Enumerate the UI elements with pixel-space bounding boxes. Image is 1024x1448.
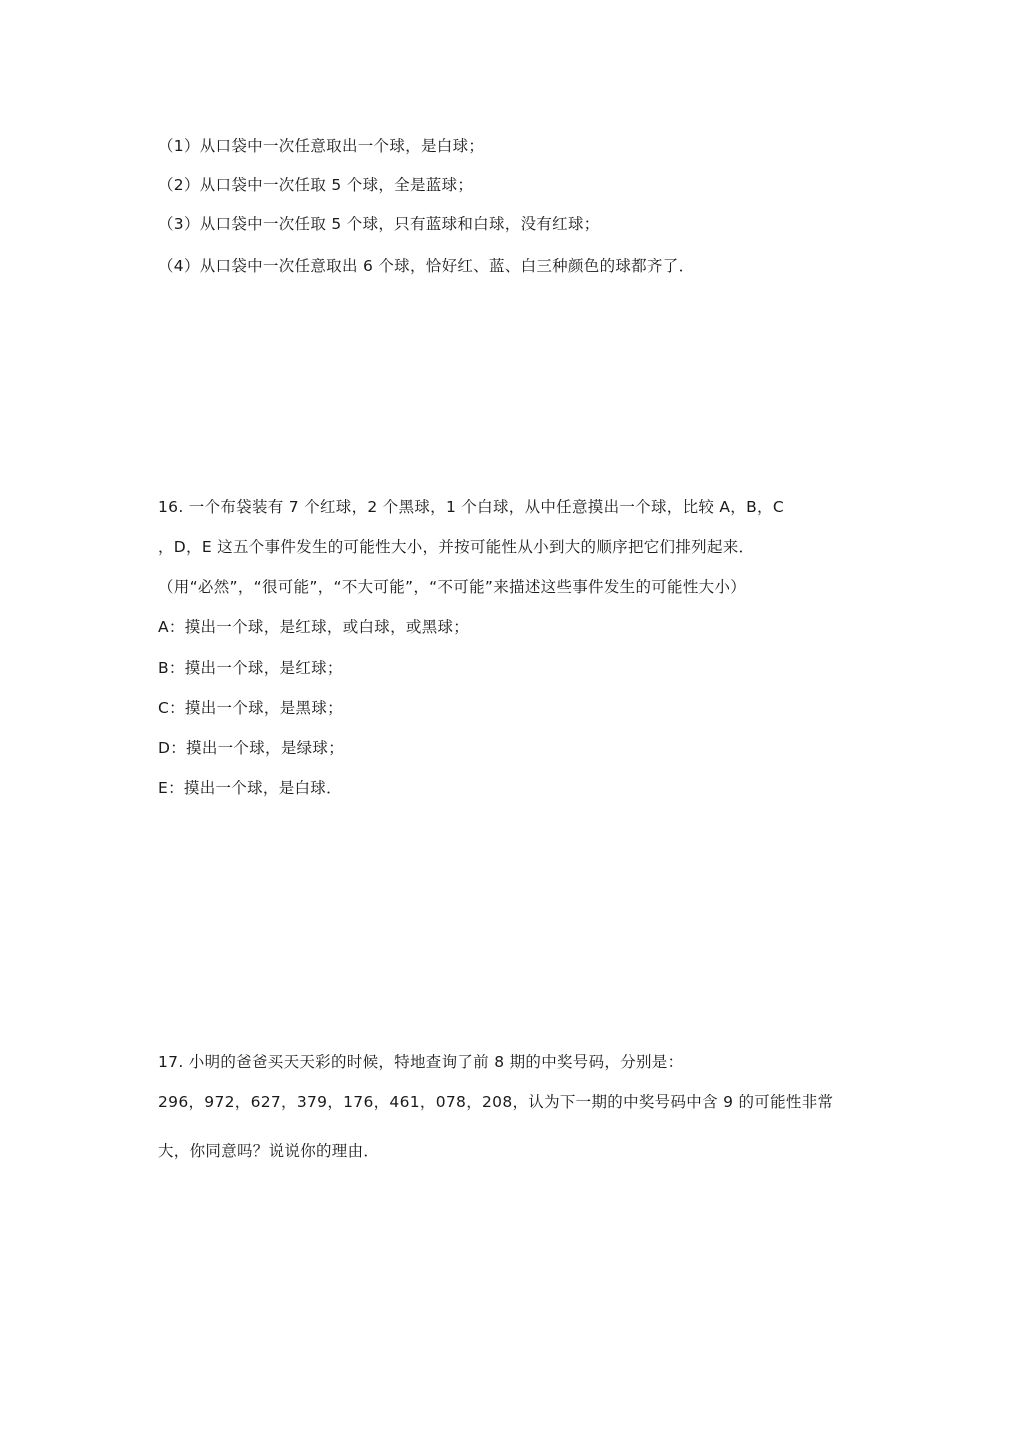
q16-option-c: C：摸出一个球，是黑球； — [158, 699, 343, 717]
q15-part-4: （4）从口袋中一次任意取出 6 个球，恰好红、蓝、白三种颜色的球都齐了． — [158, 257, 695, 275]
q15-part-1: （1）从口袋中一次任意取出一个球，是白球； — [158, 137, 485, 155]
q16-stem-line-3: （用“必然”，“很可能”，“不大可能”，“不可能”来描述这些事件发生的可能性大小） — [158, 578, 747, 596]
q17-stem-line-3: 大，你同意吗？说说你的理由． — [158, 1142, 380, 1160]
q16-option-e: E：摸出一个球，是白球． — [158, 779, 342, 797]
q15-part-3: （3）从口袋中一次任取 5 个球，只有蓝球和白球，没有红球； — [158, 215, 600, 233]
q17-stem-line-2: 296，972，627，379，176，461，078，208，认为下一期的中奖号码中含 9 的可能性非常 — [158, 1093, 834, 1111]
q16-option-a: A：摸出一个球，是红球，或白球，或黑球； — [158, 618, 470, 636]
q16-option-b: B：摸出一个球，是红球； — [158, 659, 343, 677]
q16-stem-line-1: 16. 一个布袋装有 7 个红球，2 个黑球，1 个白球，从中任意摸出一个球，比较 A，B，C — [158, 498, 784, 516]
q16-stem-line-2: ，D，E 这五个事件发生的可能性大小，并按可能性从小到大的顺序把它们排列起来． — [158, 538, 755, 556]
q17-stem-line-1: 17. 小明的爸爸买天天彩的时候，特地查询了前 8 期的中奖号码，分别是： — [158, 1053, 684, 1071]
q15-part-2: （2）从口袋中一次任取 5 个球，全是蓝球； — [158, 176, 474, 194]
q16-option-d: D：摸出一个球，是绿球； — [158, 739, 345, 757]
